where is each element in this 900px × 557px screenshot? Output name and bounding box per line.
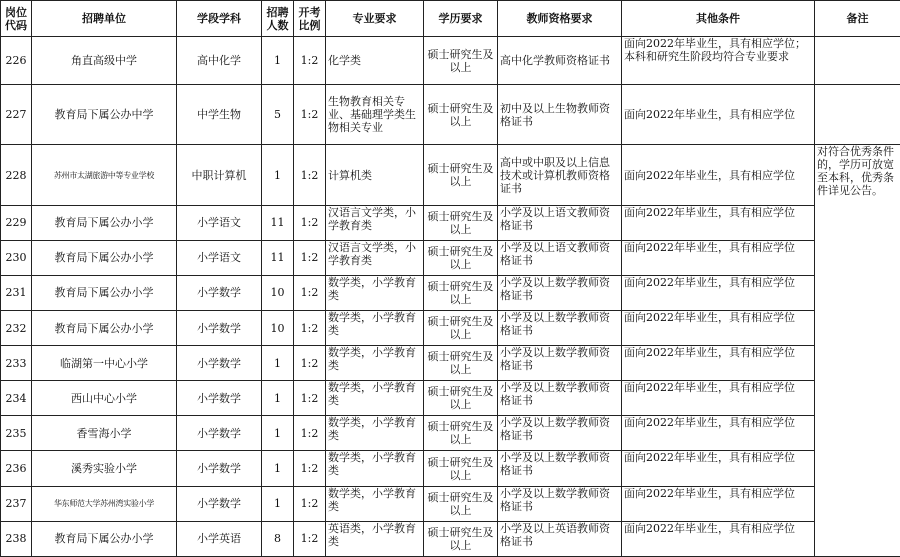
table-row: [1, 275, 900, 310]
cell-edu: 硕士研究生及以上: [424, 521, 498, 556]
cell-count: 1: [262, 486, 294, 521]
cell-stage: 小学数学: [177, 310, 262, 345]
cell-count: 1: [262, 451, 294, 486]
cell-ratio: 1:2: [294, 451, 326, 486]
cell-unit: 溪秀实验小学: [32, 451, 177, 486]
cell-count: 1: [262, 416, 294, 451]
cell-edu: 硕士研究生及以上: [424, 275, 498, 310]
cell-major: 数学类，小学教育类: [326, 451, 424, 486]
cell-ratio: 1:2: [294, 37, 326, 85]
cell-cert: 小学及以上英语教师资格证书: [498, 521, 622, 556]
cell-stage: 小学数学: [177, 486, 262, 521]
cell-ratio: 1:2: [294, 275, 326, 310]
cell-unit: 教育局下属公办小学: [32, 205, 177, 240]
cell-ratio: 1:2: [294, 240, 326, 275]
cell-count: 11: [262, 240, 294, 275]
cell-stage: 小学语文: [177, 240, 262, 275]
cell-note-empty: [815, 85, 900, 145]
cell-stage: 中学生物: [177, 85, 262, 145]
cell-other: 面向2022年毕业生，具有相应学位: [622, 205, 815, 240]
cell-major: 汉语言文学类，小学教育类: [326, 240, 424, 275]
header-major: 专业要求: [326, 1, 424, 37]
cell-other: 面向2022年毕业生，具有相应学位: [622, 85, 815, 145]
cell-cert: 小学及以上数学教师资格证书: [498, 381, 622, 416]
cell-major: 计算机类: [326, 145, 424, 205]
cell-ratio: 1:2: [294, 416, 326, 451]
cell-stage: 小学英语: [177, 521, 262, 556]
cell-note-empty: [815, 37, 900, 85]
table-row: [1, 416, 900, 451]
cell-stage: 高中化学: [177, 37, 262, 85]
cell-stage: 中职计算机: [177, 145, 262, 205]
cell-edu: 硕士研究生及以上: [424, 205, 498, 240]
cell-major: 化学类: [326, 37, 424, 85]
cell-unit: 角直高级中学: [32, 37, 177, 85]
cell-other: 面向2022年毕业生，具有相应学位: [622, 310, 815, 345]
cell-ratio: 1:2: [294, 346, 326, 381]
cell-edu: 硕士研究生及以上: [424, 310, 498, 345]
cell-code: 237: [1, 486, 32, 521]
cell-count: 1: [262, 381, 294, 416]
cell-code: 234: [1, 381, 32, 416]
cell-code: 238: [1, 521, 32, 556]
cell-cert: 初中及以上生物教师资格证书: [498, 85, 622, 145]
cell-ratio: 1:2: [294, 145, 326, 205]
cell-stage: 小学语文: [177, 205, 262, 240]
cell-ratio: 1:2: [294, 205, 326, 240]
table-row: [1, 521, 900, 556]
table-row: [1, 381, 900, 416]
cell-count: 1: [262, 145, 294, 205]
cell-unit: 教育局下属公办小学: [32, 275, 177, 310]
cell-edu: 硕士研究生及以上: [424, 85, 498, 145]
cell-cert: 小学及以上数学教师资格证书: [498, 486, 622, 521]
cell-code: 232: [1, 310, 32, 345]
cell-stage: 小学数学: [177, 346, 262, 381]
cell-stage: 小学数学: [177, 275, 262, 310]
cell-code: 228: [1, 145, 32, 205]
cell-unit: 教育局下属公办中学: [32, 85, 177, 145]
table-row: [1, 37, 900, 85]
cell-cert: 小学及以上数学教师资格证书: [498, 416, 622, 451]
cell-edu: 硕士研究生及以上: [424, 416, 498, 451]
cell-ratio: 1:2: [294, 310, 326, 345]
cell-stage: 小学数学: [177, 451, 262, 486]
cell-unit: 华东师范大学苏州湾实验小学: [32, 486, 177, 521]
header-ratio: 开考比例: [294, 1, 326, 37]
cell-code: 227: [1, 85, 32, 145]
cell-cert: 高中或中职及以上信息技术或计算机教师资格证书: [498, 145, 622, 205]
table-header-row: [1, 1, 900, 37]
cell-count: 1: [262, 37, 294, 85]
cell-edu: 硕士研究生及以上: [424, 240, 498, 275]
cell-major: 数学类，小学教育类: [326, 346, 424, 381]
header-count: 招聘人数: [262, 1, 294, 37]
cell-code: 236: [1, 451, 32, 486]
cell-edu: 硕士研究生及以上: [424, 37, 498, 85]
cell-major: 生物教育相关专业、基础理学类生物相关专业: [326, 85, 424, 145]
header-stage: 学段学科: [177, 1, 262, 37]
cell-cert: 小学及以上数学教师资格证书: [498, 451, 622, 486]
header-code: 岗位代码: [1, 1, 32, 37]
cell-major: 汉语言文学类，小学教育类: [326, 205, 424, 240]
cell-cert: 小学及以上数学教师资格证书: [498, 275, 622, 310]
cell-count: 8: [262, 521, 294, 556]
table-row: [1, 346, 900, 381]
cell-count: 10: [262, 275, 294, 310]
cell-other: 面向2022年毕业生，具有相应学位: [622, 416, 815, 451]
cell-cert: 小学及以上语文教师资格证书: [498, 240, 622, 275]
cell-edu: 硕士研究生及以上: [424, 381, 498, 416]
cell-count: 5: [262, 85, 294, 145]
table-row: [1, 240, 900, 275]
cell-major: 数学类，小学教育类: [326, 381, 424, 416]
cell-unit: 临湖第一中心小学: [32, 346, 177, 381]
cell-edu: 硕士研究生及以上: [424, 451, 498, 486]
cell-other: 面向2022年毕业生，具有相应学位: [622, 451, 815, 486]
cell-other: 面向2022年毕业生，具有相应学位: [622, 521, 815, 556]
cell-major: 数学类，小学教育类: [326, 486, 424, 521]
cell-unit: 苏州市太湖旅游中等专业学校: [32, 145, 177, 205]
cell-ratio: 1:2: [294, 381, 326, 416]
cell-code: 230: [1, 240, 32, 275]
cell-unit: 教育局下属公办小学: [32, 521, 177, 556]
table-row: [1, 205, 900, 240]
cell-code: 229: [1, 205, 32, 240]
header-cert: 教师资格要求: [498, 1, 622, 37]
cell-cert: 小学及以上语文教师资格证书: [498, 205, 622, 240]
cell-major: 数学类，小学教育类: [326, 416, 424, 451]
cell-count: 10: [262, 310, 294, 345]
header-other: 其他条件: [622, 1, 815, 37]
cell-code: 235: [1, 416, 32, 451]
table-row: [1, 85, 900, 145]
cell-other: 面向2022年毕业生，具有相应学位: [622, 486, 815, 521]
cell-ratio: 1:2: [294, 521, 326, 556]
cell-stage: 小学数学: [177, 416, 262, 451]
cell-other: 面向2022年毕业生，具有相应学位: [622, 145, 815, 205]
cell-other: 面向2022年毕业生，具有相应学位: [622, 346, 815, 381]
header-edu: 学历要求: [424, 1, 498, 37]
note-cell: 对符合优秀条件的，学历可放宽至本科，优秀条件详见公告。: [815, 145, 900, 557]
cell-code: 233: [1, 346, 32, 381]
table-row: [1, 145, 900, 205]
table-row: [1, 310, 900, 345]
cell-major: 数学类，小学教育类: [326, 310, 424, 345]
cell-stage: 小学数学: [177, 381, 262, 416]
cell-other: 面向2022年毕业生，具有相应学位: [622, 275, 815, 310]
cell-count: 11: [262, 205, 294, 240]
cell-unit: 教育局下属公办小学: [32, 310, 177, 345]
cell-edu: 硕士研究生及以上: [424, 145, 498, 205]
table-row: [1, 451, 900, 486]
cell-other: 面向2022年毕业生，具有相应学位；本科和研究生阶段均符合专业要求: [622, 37, 815, 85]
table-row: [1, 486, 900, 521]
cell-other: 面向2022年毕业生，具有相应学位: [622, 240, 815, 275]
cell-cert: 小学及以上数学教师资格证书: [498, 346, 622, 381]
cell-count: 1: [262, 346, 294, 381]
cell-other: 面向2022年毕业生，具有相应学位: [622, 381, 815, 416]
cell-code: 226: [1, 37, 32, 85]
cell-unit: 香雪海小学: [32, 416, 177, 451]
cell-major: 英语类，小学教育类: [326, 521, 424, 556]
header-unit: 招聘单位: [32, 1, 177, 37]
cell-ratio: 1:2: [294, 486, 326, 521]
cell-cert: 小学及以上数学教师资格证书: [498, 310, 622, 345]
cell-unit: 西山中心小学: [32, 381, 177, 416]
cell-edu: 硕士研究生及以上: [424, 486, 498, 521]
header-note: 备注: [815, 1, 900, 37]
cell-unit: 教育局下属公办小学: [32, 240, 177, 275]
cell-cert: 高中化学教师资格证书: [498, 37, 622, 85]
cell-edu: 硕士研究生及以上: [424, 346, 498, 381]
cell-ratio: 1:2: [294, 85, 326, 145]
cell-major: 数学类，小学教育类: [326, 275, 424, 310]
cell-code: 231: [1, 275, 32, 310]
